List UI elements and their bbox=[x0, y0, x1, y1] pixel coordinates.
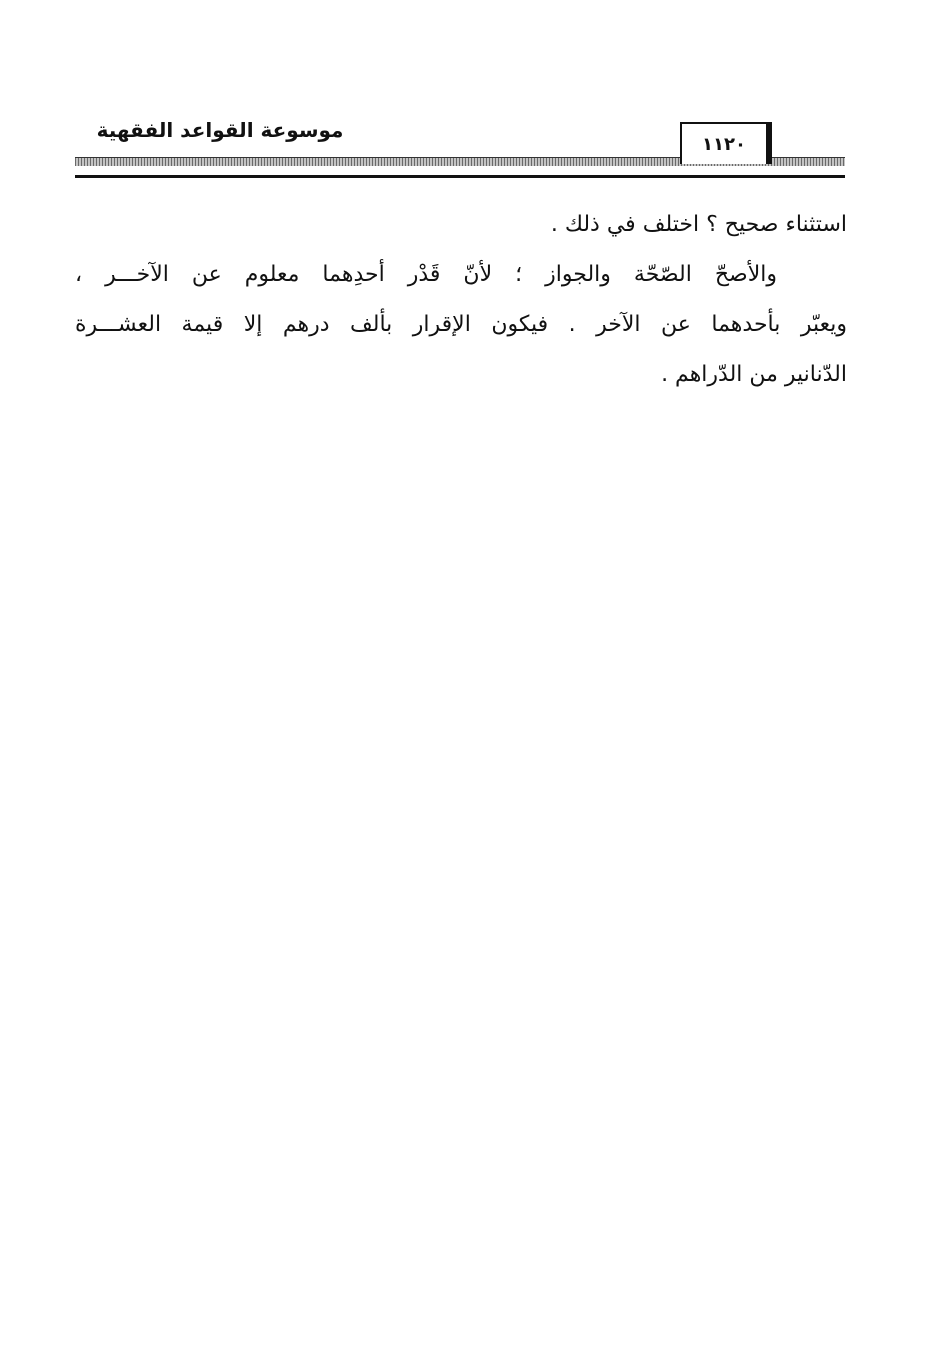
text-line-2: والأصحّ الصّحّة والجواز ؛ لأنّ قَدْر أحدِهما معلوم عن الآخـــر ، bbox=[75, 262, 777, 287]
text-line-3: ويعبّر بأحدهما عن الآخر . فيكون الإقرار بألف درهم إلا قيمة العشـــرة bbox=[75, 312, 847, 337]
page-number: ١١٢٠ bbox=[680, 122, 772, 164]
header-rule bbox=[75, 175, 845, 178]
running-title: موسوعة القواعد الفقهية bbox=[96, 118, 344, 142]
text-line-4: الدّنانير من الدّراهم . bbox=[661, 362, 847, 387]
text-line-1: استثناء صحيح ؟ اختلف في ذلك . bbox=[550, 212, 847, 237]
body-text bbox=[75, 200, 847, 400]
